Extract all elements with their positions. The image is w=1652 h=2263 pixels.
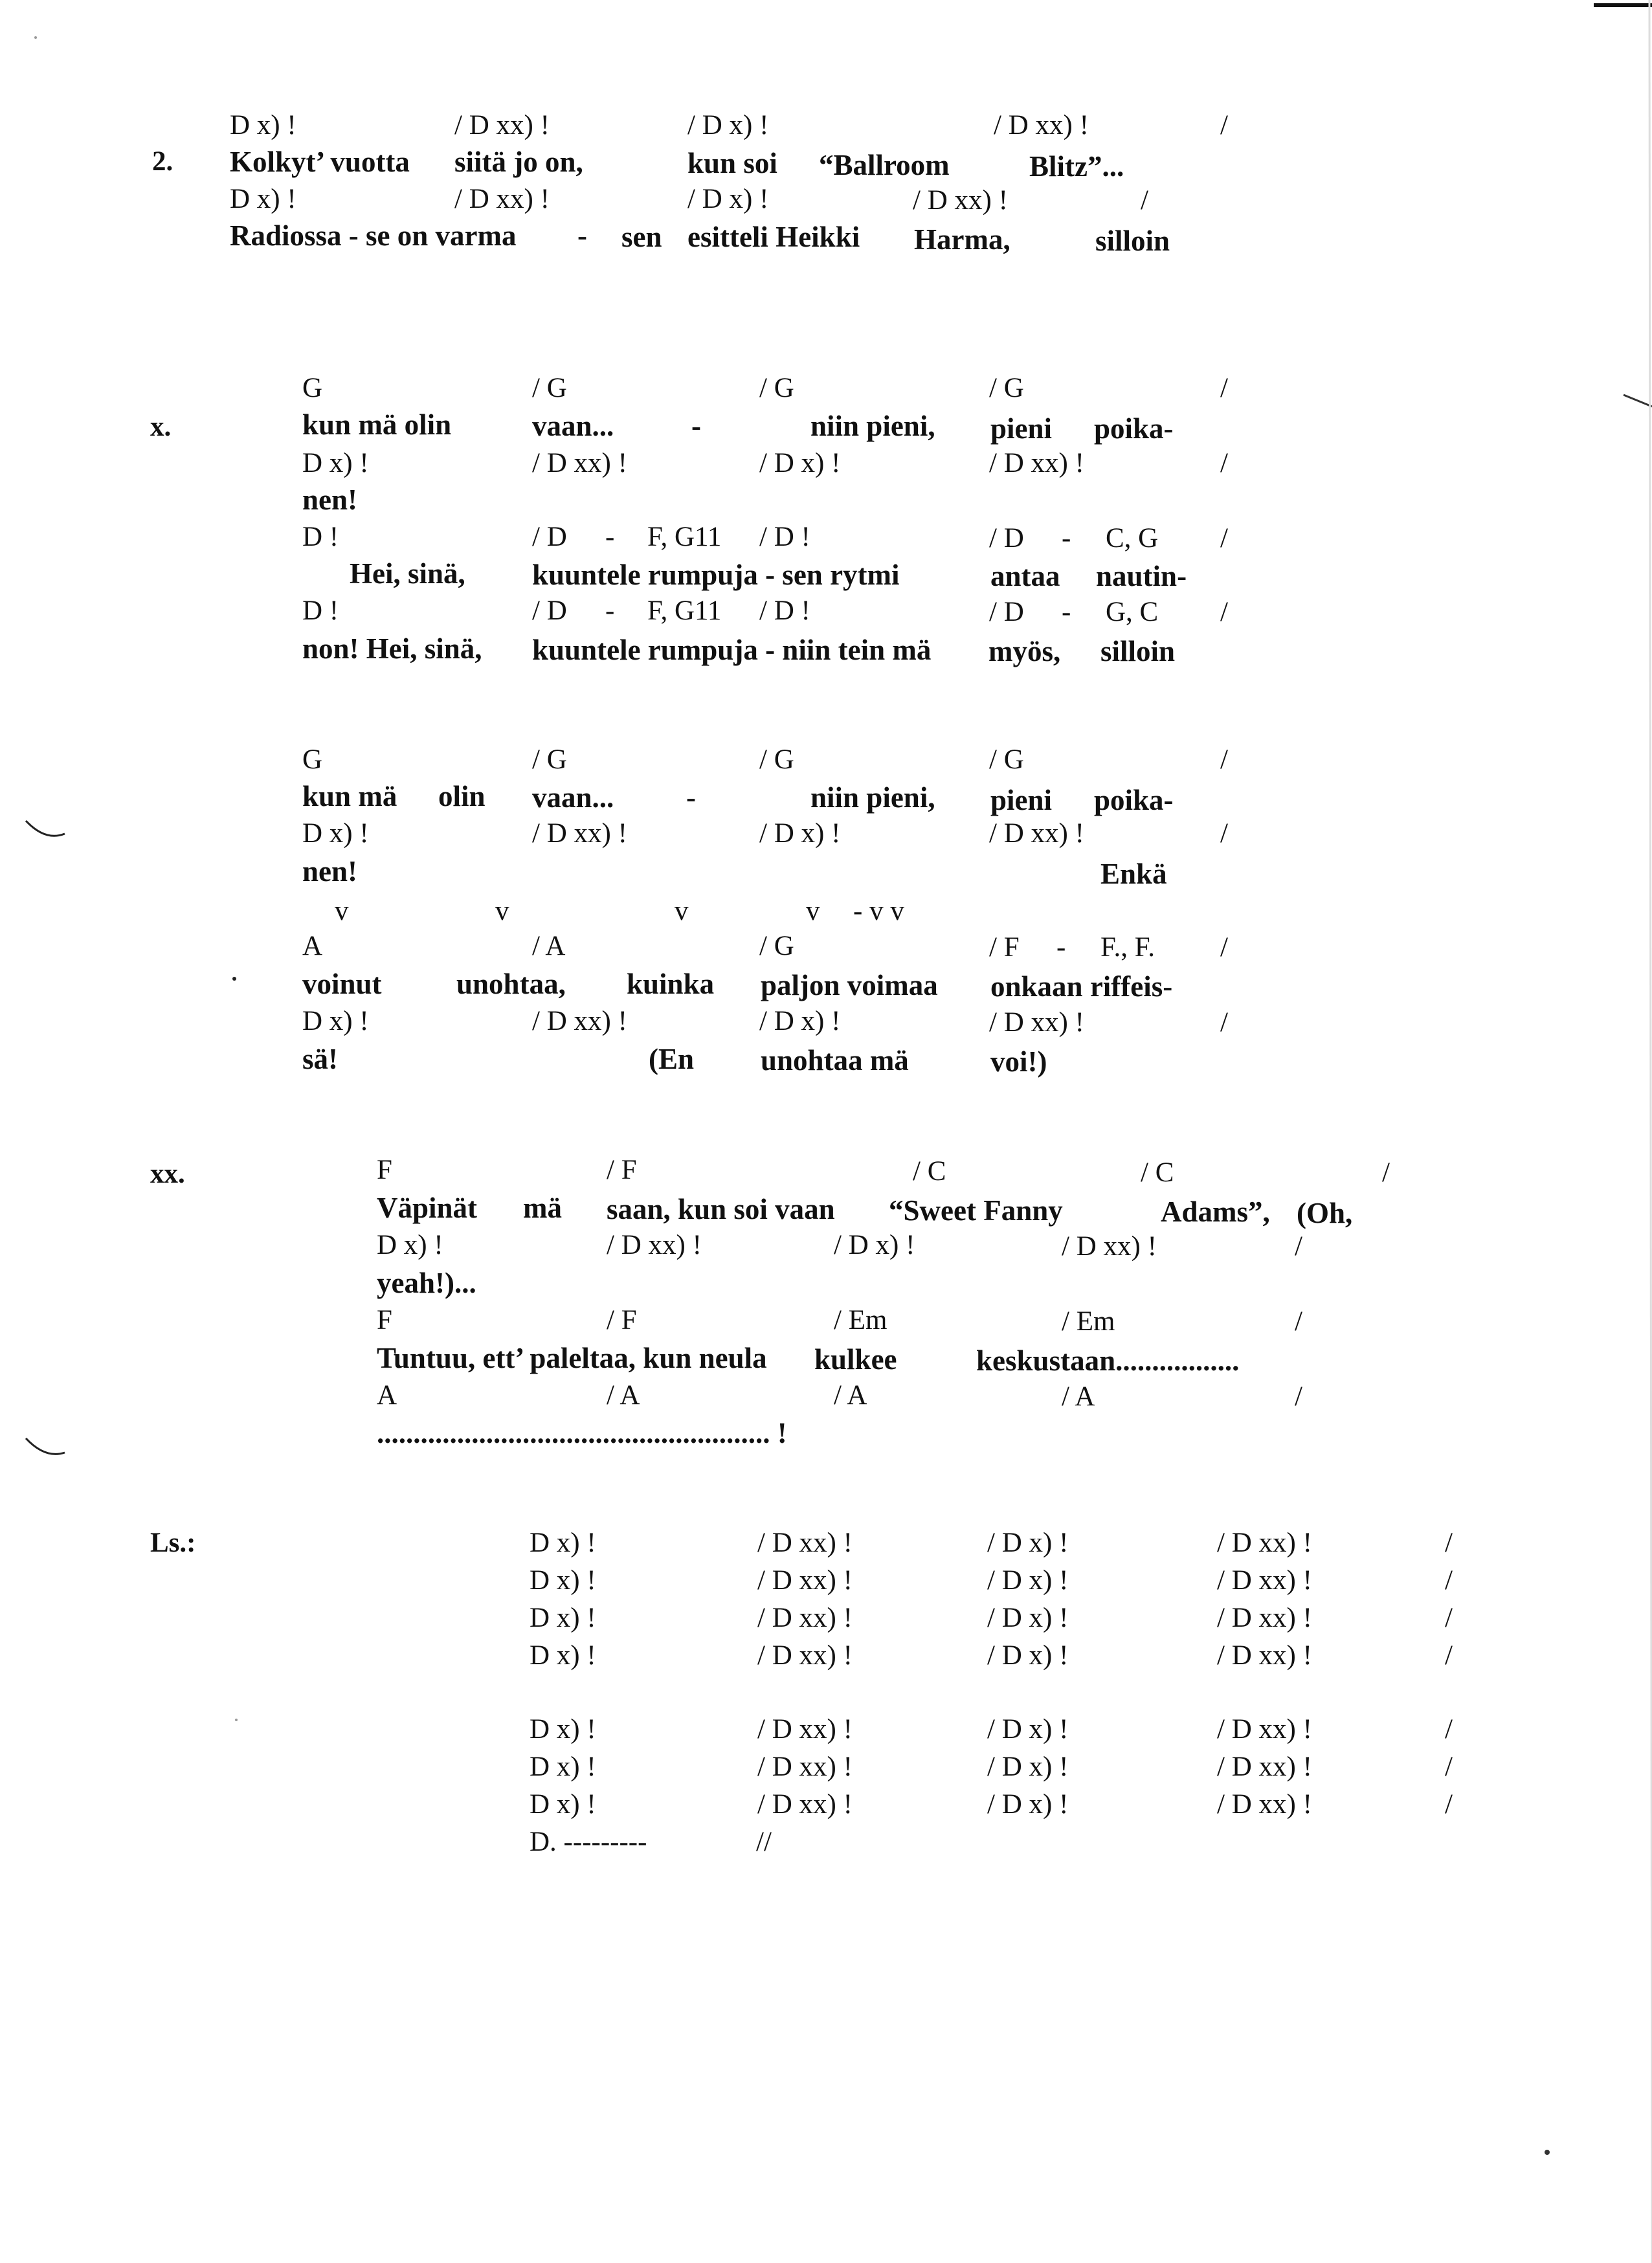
chord: / D xx) ! xyxy=(994,110,1089,140)
lyric: (En xyxy=(649,1043,695,1075)
chord: D x) ! xyxy=(530,1603,596,1633)
barline: / xyxy=(1295,1306,1302,1337)
chord: / G xyxy=(759,931,794,961)
lyric: Väpinät xyxy=(377,1192,478,1224)
chord: D ! xyxy=(302,522,339,552)
chord: / D x) ! xyxy=(987,1528,1069,1558)
chord: / D xx) ! xyxy=(757,1752,853,1782)
chord: / D xx) ! xyxy=(1217,1789,1312,1820)
section-label-verse-2: 2. xyxy=(152,146,173,177)
chord: G xyxy=(302,373,323,403)
lyric: siitä jo on, xyxy=(454,146,583,178)
chord: / D xx) ! xyxy=(757,1789,853,1820)
lyric: niin pieni, xyxy=(810,410,935,442)
chord: / A xyxy=(532,931,566,961)
chord-dash: - xyxy=(1062,523,1071,553)
chord: / D xyxy=(989,597,1024,627)
chord: / D xx) ! xyxy=(989,1007,1084,1038)
chord: G xyxy=(302,744,323,775)
lyric: voi!) xyxy=(990,1045,1047,1078)
lyric: Kolkyt’ vuotta xyxy=(230,146,410,178)
chord: F, G11 xyxy=(647,522,722,552)
chord: / F xyxy=(607,1305,637,1335)
chord: / G xyxy=(532,744,567,775)
lyric: Enkä xyxy=(1100,858,1167,890)
lyric: pieni xyxy=(990,784,1053,816)
barline: / xyxy=(1220,523,1228,553)
chord: / G xyxy=(532,373,567,403)
barline: / xyxy=(1382,1157,1390,1188)
chord-dash: - xyxy=(1062,597,1071,627)
chord: / D xyxy=(532,596,567,626)
chord: / D xyxy=(532,522,567,552)
lyric: silloin xyxy=(1095,225,1170,257)
barline: / xyxy=(1220,597,1228,627)
barline: / xyxy=(1445,1640,1453,1671)
accent-mark: - v v xyxy=(853,896,904,926)
chord: / D x) ! xyxy=(987,1640,1069,1671)
chord: / D xx) ! xyxy=(1217,1714,1312,1745)
chord: / D xx) ! xyxy=(1217,1603,1312,1633)
lyric: vaan... xyxy=(532,410,614,442)
lyric: poika- xyxy=(1094,412,1174,445)
chord: / D xx) ! xyxy=(757,1714,853,1745)
chord: / D x) ! xyxy=(987,1714,1069,1745)
chord: / D ! xyxy=(759,596,810,626)
chord: / Em xyxy=(834,1305,887,1335)
chord: / F xyxy=(607,1155,637,1185)
final-barline: // xyxy=(756,1827,772,1857)
chord: A xyxy=(377,1380,397,1410)
chord: / A xyxy=(607,1380,640,1410)
lyric: mä xyxy=(523,1192,562,1224)
lyric: yeah!)... xyxy=(377,1267,476,1299)
lyric: paljon voimaa xyxy=(761,969,938,1001)
barline: / xyxy=(1295,1231,1302,1262)
lyric: nen! xyxy=(302,484,358,516)
lyric: unohtaa mä xyxy=(761,1044,909,1076)
lyric: unohtaa, xyxy=(456,968,566,1000)
chord: / D x) ! xyxy=(759,818,841,849)
accent-mark: v xyxy=(495,896,509,926)
chord: D x) ! xyxy=(530,1752,596,1782)
lyric: kun soi xyxy=(687,147,777,179)
chord: D x) ! xyxy=(302,818,369,849)
lyric: Radiossa - se on varma xyxy=(230,219,517,252)
lyric: pieni xyxy=(990,412,1053,445)
lyric: voinut xyxy=(302,968,382,1000)
lyric: antaa xyxy=(990,560,1060,592)
section-label-bridge: xx. xyxy=(150,1159,185,1189)
lyric: Hei, sinä, xyxy=(350,557,465,590)
barline: / xyxy=(1220,818,1228,849)
chord: / D xx) ! xyxy=(989,818,1084,849)
lyric: Harma, xyxy=(914,223,1010,256)
chord: / D x) ! xyxy=(759,1006,841,1036)
lyric: kuuntele rumpuja - niin tein mä xyxy=(532,634,932,666)
lyric: kuinka xyxy=(627,968,715,1000)
section-label-outro: Ls.: xyxy=(150,1528,196,1558)
barline: / xyxy=(1445,1603,1453,1633)
lyric: esitteli Heikki xyxy=(687,221,860,253)
accent-mark: v xyxy=(675,896,689,926)
lyric: nen! xyxy=(302,855,358,887)
barline: / xyxy=(1445,1565,1453,1596)
chord: / D xx) ! xyxy=(607,1230,702,1260)
barline: / xyxy=(1295,1381,1302,1412)
chord: / D ! xyxy=(759,522,810,552)
chord: / C xyxy=(913,1156,946,1187)
chord: D x) ! xyxy=(230,184,296,214)
lyric: Blitz”... xyxy=(1029,150,1124,183)
lyric: poika- xyxy=(1094,784,1174,816)
barline: / xyxy=(1141,185,1148,216)
barline: / xyxy=(1445,1714,1453,1745)
lyric: vaan... xyxy=(532,781,614,814)
chord: / D xx) ! xyxy=(532,448,627,478)
chord: D x) ! xyxy=(530,1789,596,1820)
chord: / D x) ! xyxy=(987,1565,1069,1596)
lyric: - xyxy=(577,219,587,252)
chord: / D xx) ! xyxy=(1062,1231,1157,1262)
barline: / xyxy=(1445,1752,1453,1782)
chord: G, C xyxy=(1106,597,1159,627)
chord: D x) ! xyxy=(530,1565,596,1596)
chord: / G xyxy=(989,744,1024,775)
chord: / D x) ! xyxy=(987,1603,1069,1633)
chord: F xyxy=(377,1155,392,1185)
chord-dash: - xyxy=(605,522,615,552)
chord: / G xyxy=(759,744,794,775)
lyric: myös, xyxy=(988,635,1061,667)
chord: D x) ! xyxy=(302,448,369,478)
lyric: keskustaan................. xyxy=(976,1344,1240,1377)
lyric: Adams”, xyxy=(1161,1196,1270,1228)
chord: / D xx) ! xyxy=(757,1603,853,1633)
chord: / D x) ! xyxy=(759,448,841,478)
chord: / D xx) ! xyxy=(989,448,1084,478)
barline: / xyxy=(1220,744,1228,775)
lyric: nautin- xyxy=(1096,560,1187,592)
chord: / D x) ! xyxy=(987,1752,1069,1782)
chord: / D x) ! xyxy=(687,184,769,214)
chord: / A xyxy=(1062,1381,1095,1412)
chord: D x) ! xyxy=(530,1714,596,1745)
chord: / F xyxy=(989,932,1020,963)
accent-mark: v xyxy=(806,896,820,926)
lyric: olin xyxy=(438,780,486,812)
chord: D x) ! xyxy=(230,110,296,140)
chord: C, G xyxy=(1106,523,1159,553)
lyric: (Oh, xyxy=(1297,1197,1353,1229)
barline: / xyxy=(1220,373,1228,403)
chord: / D xx) ! xyxy=(1217,1752,1312,1782)
lyric: Tuntuu, ett’ paleltaa, kun neula xyxy=(377,1342,767,1374)
barline: / xyxy=(1220,448,1228,478)
chord: / D xx) ! xyxy=(913,185,1008,216)
chord: D x) ! xyxy=(530,1640,596,1671)
lyric: onkaan riffeis- xyxy=(990,970,1173,1003)
chord: F, G11 xyxy=(647,596,722,626)
chord: / G xyxy=(759,373,794,403)
chord: A xyxy=(302,931,323,961)
chord: / D xx) ! xyxy=(532,818,627,849)
chord: / D xx) ! xyxy=(532,1006,627,1036)
lyric: - xyxy=(686,781,696,814)
lyric: non! Hei, sinä, xyxy=(302,632,482,665)
barline: / xyxy=(1445,1528,1453,1558)
lyric: kulkee xyxy=(814,1343,897,1376)
chord: / D xx) ! xyxy=(454,110,550,140)
lyric: “Ballroom xyxy=(819,149,950,181)
chord: / D xx) ! xyxy=(454,184,550,214)
chord: / D x) ! xyxy=(834,1230,915,1260)
accent-mark: v xyxy=(335,896,349,926)
chord: / D x) ! xyxy=(687,110,769,140)
lyric: kun mä olin xyxy=(302,408,452,441)
chord-dash: - xyxy=(605,596,615,626)
chord: / G xyxy=(989,373,1024,403)
barline: / xyxy=(1220,932,1228,963)
chord: D x) ! xyxy=(302,1006,369,1036)
chord: F., F. xyxy=(1100,932,1155,963)
barline: / xyxy=(1220,1007,1228,1038)
chord: / D xx) ! xyxy=(1217,1640,1312,1671)
chord: F xyxy=(377,1305,392,1335)
chord: / D xx) ! xyxy=(757,1640,853,1671)
chord: / D xx) ! xyxy=(757,1565,853,1596)
lyric: sen xyxy=(621,221,662,253)
lyric: kun mä xyxy=(302,780,397,812)
lyric: kuuntele rumpuja - sen rytmi xyxy=(532,559,900,591)
lyric: sä! xyxy=(302,1043,338,1075)
chord: / D xx) ! xyxy=(1217,1565,1312,1596)
chord: / A xyxy=(834,1380,867,1410)
ending-chord: D. --------- xyxy=(530,1827,647,1857)
lyric: ...................................................... ! xyxy=(377,1417,787,1449)
section-label-chorus: x. xyxy=(150,412,172,442)
lyric: - xyxy=(691,410,701,442)
chord: D ! xyxy=(302,596,339,626)
chord: / D xyxy=(989,523,1024,553)
lyric: “Sweet Fanny xyxy=(889,1194,1063,1227)
barline: / xyxy=(1220,110,1228,140)
chord: D x) ! xyxy=(377,1230,443,1260)
lyric: saan, kun soi vaan xyxy=(607,1193,835,1225)
chord: / D xx) ! xyxy=(1217,1528,1312,1558)
chord: / D x) ! xyxy=(987,1789,1069,1820)
chord-dash: - xyxy=(1056,932,1066,963)
chord: / D xx) ! xyxy=(757,1528,853,1558)
lyric: niin pieni, xyxy=(810,781,935,814)
chord: / Em xyxy=(1062,1306,1115,1337)
lyric: silloin xyxy=(1100,635,1176,667)
barline: / xyxy=(1445,1789,1453,1820)
chord: / C xyxy=(1141,1157,1174,1188)
chord: D x) ! xyxy=(530,1528,596,1558)
